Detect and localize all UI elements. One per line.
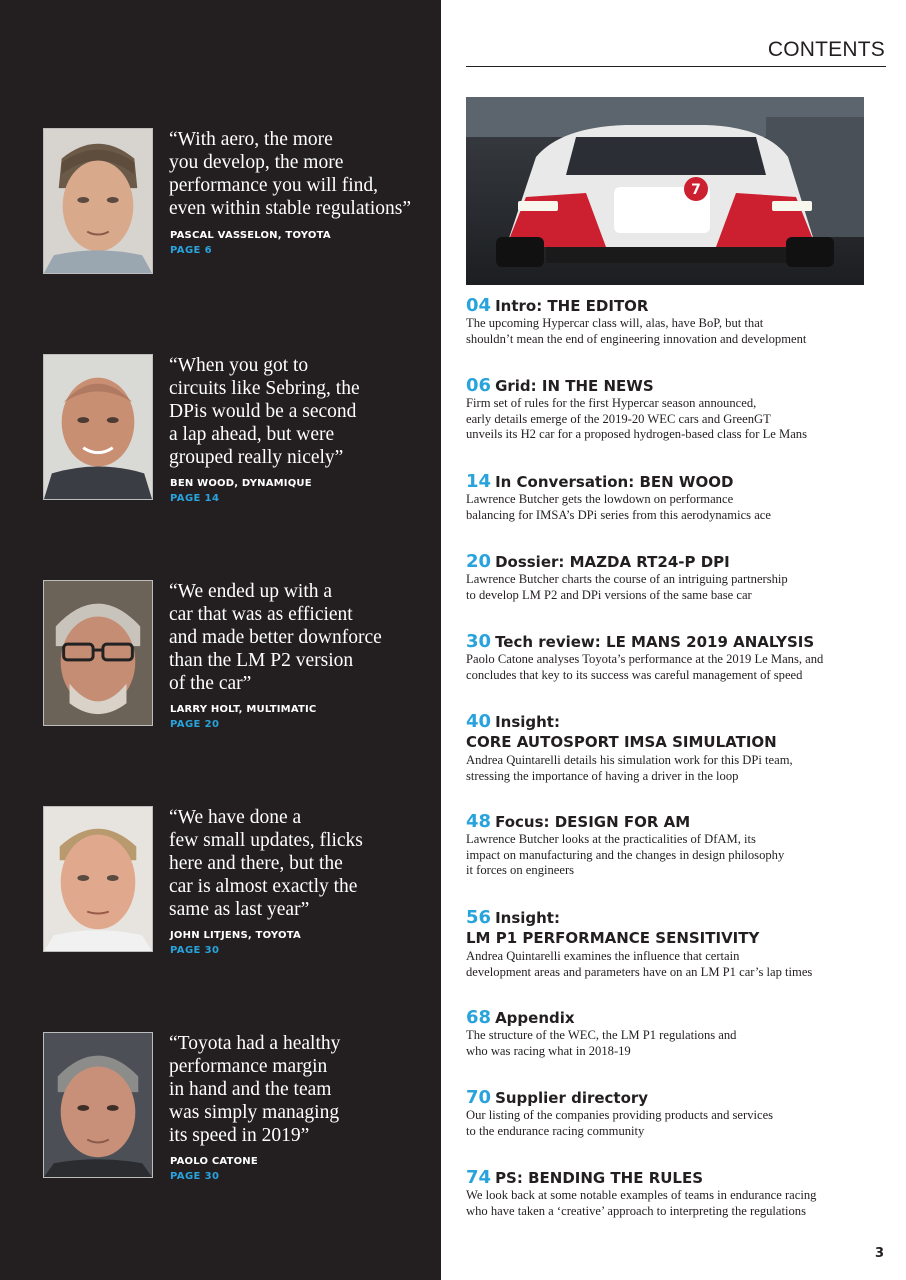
entry-title: PS: BENDING THE RULES <box>495 1169 704 1187</box>
quote-attribution: PAOLO CATONE <box>170 1156 258 1167</box>
entry-page-number: 48 <box>466 811 492 832</box>
entry-page-number: 14 <box>466 471 492 492</box>
entry-title: Intro: THE EDITOR <box>495 297 649 315</box>
title-divider <box>466 66 886 67</box>
entry-heading <box>466 1088 876 1108</box>
portrait-photo <box>43 354 153 500</box>
entry-heading <box>466 712 876 732</box>
page-number: 3 <box>874 1246 884 1261</box>
portrait-photo <box>43 128 153 274</box>
quotes-column <box>0 0 441 1280</box>
quote-page-link[interactable]: PAGE 14 <box>170 493 220 504</box>
entry-heading <box>466 1008 876 1028</box>
portrait-photo <box>43 1032 153 1178</box>
entry-page-number: 74 <box>466 1167 492 1188</box>
entry-description: Lawrence Butcher gets the lowdown on performance balancing for IMSA’s DPi series from this aerodynamics ace <box>466 492 771 522</box>
contents-entry[interactable] <box>466 1008 876 1059</box>
quote-page-link[interactable]: PAGE 6 <box>170 245 213 256</box>
entry-title: Dossier: MAZDA RT24-P DPI <box>495 553 730 571</box>
entry-description: Paolo Catone analyses Toyota’s performance at the 2019 Le Mans, and concludes that key to its success was careful management of speed <box>466 652 824 682</box>
entry-description: The structure of the WEC, the LM P1 regulations and who was racing what in 2018-19 <box>466 1028 737 1058</box>
entry-heading <box>466 812 876 832</box>
entry-page-number: 40 <box>466 711 492 732</box>
quote-page-link[interactable]: PAGE 30 <box>170 945 220 956</box>
entry-heading <box>466 552 876 572</box>
entry-title: In Conversation: BEN WOOD <box>495 473 734 491</box>
contents-entry[interactable] <box>466 1168 876 1219</box>
contents-entry[interactable] <box>466 632 876 683</box>
hero-car-number: 7 <box>691 182 701 198</box>
portrait-photo <box>43 806 153 952</box>
entry-description: Firm set of rules for the first Hypercar season announced, early details emerge of the 2019-20 WEC cars and GreenGT unveils its H2 car for a proposed hydrogen-based class for Le Mans <box>466 396 807 442</box>
entry-subtitle: LM P1 PERFORMANCE SENSITIVITY <box>466 929 760 947</box>
quote-attribution: JOHN LITJENS, TOYOTA <box>170 930 301 941</box>
quote-text: “We ended up with a car that was as efficient and made better downforce than the LM P2 version of the car” <box>169 581 382 694</box>
entry-title: Insight: <box>495 713 560 731</box>
entry-description: Our listing of the companies providing products and services to the endurance racing community <box>466 1108 774 1138</box>
entry-title: Grid: IN THE NEWS <box>495 377 654 395</box>
page-title: CONTENTS <box>767 38 885 61</box>
contents-entry[interactable] <box>466 296 876 347</box>
entry-title: Focus: DESIGN FOR AM <box>495 813 691 831</box>
entry-description: Andrea Quintarelli examines the influence that certain development areas and parameters have on an LM P1 car’s lap times <box>466 949 813 979</box>
contents-entry[interactable] <box>466 552 876 603</box>
quote-attribution: BEN WOOD, DYNAMIQUE <box>170 478 312 489</box>
entry-page-number: 70 <box>466 1087 492 1108</box>
hero-photo-race-car <box>466 97 864 285</box>
entry-title: Insight: <box>495 909 560 927</box>
contents-entry[interactable] <box>466 376 876 443</box>
contents-entry[interactable] <box>466 472 876 523</box>
entry-heading <box>466 376 876 396</box>
entry-description: We look back at some notable examples of teams in endurance racing who have taken a ‘creative’ approach to interpreting the regulations <box>466 1188 817 1218</box>
entry-page-number: 04 <box>466 295 492 316</box>
entry-page-number: 20 <box>466 551 492 572</box>
contents-entry[interactable] <box>466 812 876 879</box>
contents-entry[interactable] <box>466 908 876 980</box>
entry-heading <box>466 632 876 652</box>
entry-description: The upcoming Hypercar class will, alas, have BoP, but that shouldn’t mean the end of engineering innovation and development <box>466 316 807 346</box>
entry-heading <box>466 908 876 928</box>
entry-title: Appendix <box>495 1009 575 1027</box>
quote-text: “When you got to circuits like Sebring, the DPis would be a second a lap ahead, but were grouped really nicely” <box>169 355 360 468</box>
entry-heading <box>466 472 876 492</box>
entry-title: Tech review: LE MANS 2019 ANALYSIS <box>495 633 815 651</box>
contents-entry[interactable] <box>466 1088 876 1139</box>
contents-entry[interactable] <box>466 712 876 784</box>
quote-text: “We have done a few small updates, flicks here and there, but the car is almost exactly the same as last year” <box>169 807 363 920</box>
entry-heading <box>466 296 876 316</box>
quote-text: “With aero, the more you develop, the more performance you will find, even within stable regulations” <box>169 129 412 219</box>
entry-subtitle: CORE AUTOSPORT IMSA SIMULATION <box>466 733 777 751</box>
quote-attribution: LARRY HOLT, MULTIMATIC <box>170 704 317 715</box>
portrait-photo <box>43 580 153 726</box>
quote-attribution: PASCAL VASSELON, TOYOTA <box>170 230 331 241</box>
entry-page-number: 30 <box>466 631 492 652</box>
quote-page-link[interactable]: PAGE 30 <box>170 1171 220 1182</box>
quote-text: “Toyota had a healthy performance margin in hand and the team was simply managing its speed in 2019” <box>169 1033 341 1146</box>
entry-page-number: 06 <box>466 375 492 396</box>
entry-page-number: 68 <box>466 1007 492 1028</box>
quote-page-link[interactable]: PAGE 20 <box>170 719 220 730</box>
entry-page-number: 56 <box>466 907 492 928</box>
entry-description: Lawrence Butcher charts the course of an intriguing partnership to develop LM P2 and DPi versions of the same base car <box>466 572 788 602</box>
entry-description: Lawrence Butcher looks at the practicalities of DfAM, its impact on manufacturing and the changes in design philosophy it forces on engineers <box>466 832 785 878</box>
entry-heading <box>466 1168 876 1188</box>
entry-description: Andrea Quintarelli details his simulation work for this DPi team, stressing the importance of having a driver in the loop <box>466 753 793 783</box>
entry-title: Supplier directory <box>495 1089 649 1107</box>
